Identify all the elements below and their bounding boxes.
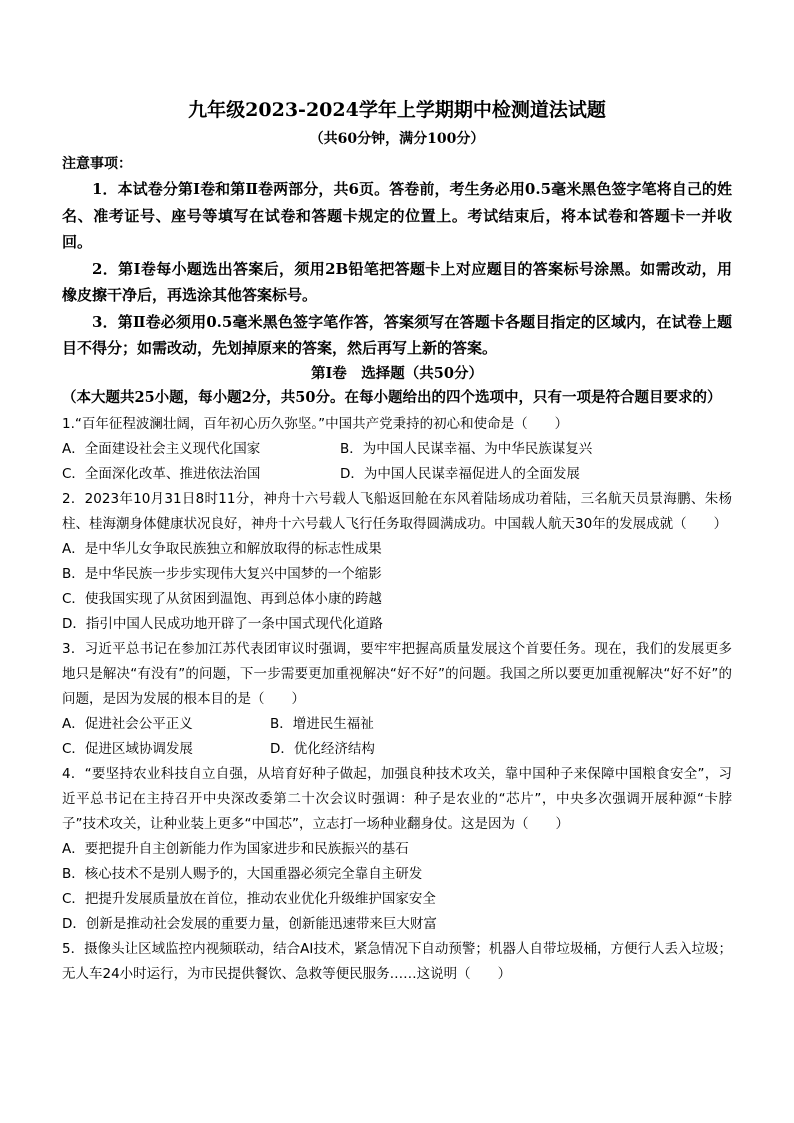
question-stem: 4．“要坚持农业科技自立自强，从培育好种子做起，加强良种技术攻关，靠中国种子来保障中国粮食安全”，习近平总书记在主持召开中央深改委第二十次会议时强调：种子是农业的“芯片”，中央多次强调开展种源“卡脖子”技术攻关，让种业装上更多“中国芯”，立志打一场种业翻身仗。这是因为（ ） (62, 765, 732, 832)
question-5 (62, 937, 732, 987)
option-a: A．要把提升自主创新能力作为国家进步和民族振兴的基石 (62, 840, 409, 857)
option-row (62, 462, 732, 487)
option-c: C．使我国实现了从贫困到温饱、再到总体小康的跨越 (62, 590, 382, 607)
question-4 (62, 762, 732, 937)
option-b: B．是中华民族一步步实现伟大复兴中国梦的一个缩影 (62, 565, 382, 582)
notice-block (62, 152, 732, 362)
option-a: A．促进社会公平正义 (62, 715, 193, 732)
exam-subtitle: （共60分钟，满分100分） (309, 131, 485, 147)
option-d: D．创新是推动社会发展的重要力量，创新能迅速带来巨大财富 (62, 915, 437, 932)
section-note: （本大题共25小题，每小题2分，共50分。在每小题给出的四个选项中，只有一项是符合题目要求的） (62, 388, 722, 406)
question-1 (62, 412, 732, 487)
option-a: A．是中华儿女争取民族独立和解放取得的标志性成果 (62, 540, 382, 557)
question-2 (62, 487, 732, 637)
notice-heading: 注意事项： (62, 156, 132, 172)
option-b: B．增进民生福祉 (270, 715, 374, 732)
option-b: B．为中国人民谋幸福、为中华民族谋复兴 (340, 440, 593, 457)
question-stem: 5．摄像头让区域监控内视频联动，结合AI技术，紧急情况下自动预警；机器人自带垃圾桶，方便行人丢入垃圾；无人车24小时运行，为市民提供餐饮、急救等便民服务……这说明（ ） (62, 940, 732, 982)
question-stem: 2．2023年10月31日8时11分，神舟十六号载人飞船返回舱在东风着陆场成功着陆，三名航天员景海鹏、朱杨柱、桂海潮身体健康状况良好，神舟十六号载人飞行任务取得圆满成功。中国载人航天30年的发展成就（ ） (62, 490, 732, 532)
notice-item-1: 1．本试卷分第Ⅰ卷和第Ⅱ卷两部分，共6页。答卷前，考生务必用0.5毫米黑色签字笔将自己的姓名、准考证号、座号等填写在试卷和答题卡规定的位置上。考试结束后，将本试卷和答题卡一并收回。 (62, 180, 732, 251)
option-row (62, 437, 732, 462)
section-title: 第Ⅰ卷 选择题（共50分） (311, 364, 483, 382)
option-c: C．全面深化改革、推进依法治国 (62, 465, 261, 482)
question-stem: 1.“百年征程波澜壮阔，百年初心历久弥坚。”中国共产党秉持的初心和使命是（ ） (62, 415, 569, 432)
option-b: B．核心技术不是别人赐予的，大国重器必须完全靠自主研发 (62, 865, 423, 882)
option-c: C．促进区域协调发展 (62, 740, 193, 757)
option-d: D．指引中国人民成功地开辟了一条中国式现代化道路 (62, 615, 383, 632)
option-a: A．全面建设社会主义现代化国家 (62, 440, 261, 457)
option-d: D．优化经济结构 (270, 740, 375, 757)
question-stem: 3．习近平总书记在参加江苏代表团审议时强调，要牢牢把握高质量发展这个首要任务。现在，我们的发展更多地只是解决“有没有”的问题，下一步需要更加重视解决“好不好”的问题。我国之所以要更加重视解决“好不好”的问题，是因为发展的根本目的是（ ） (62, 640, 732, 707)
option-row (62, 712, 732, 737)
notice-item-2: 2．第Ⅰ卷每小题选出答案后，须用2B铅笔把答题卡上对应题目的答案标号涂黑。如需改动，用橡皮擦干净后，再选涂其他答案标号。 (62, 259, 732, 304)
option-row (62, 737, 732, 762)
exam-title: 九年级2023-2024学年上学期期中检测道法试题 (188, 99, 606, 121)
option-c: C．把提升发展质量放在首位，推动农业优化升级维护国家安全 (62, 890, 436, 907)
notice-item-3: 3．第Ⅱ卷必须用0.5毫米黑色签字笔作答，答案须写在答题卡各题目指定的区域内，在试卷上题目不得分；如需改动，先划掉原来的答案，然后再写上新的答案。 (62, 312, 732, 357)
question-3 (62, 637, 732, 762)
option-d: D．为中国人民谋幸福促进人的全面发展 (340, 465, 580, 482)
